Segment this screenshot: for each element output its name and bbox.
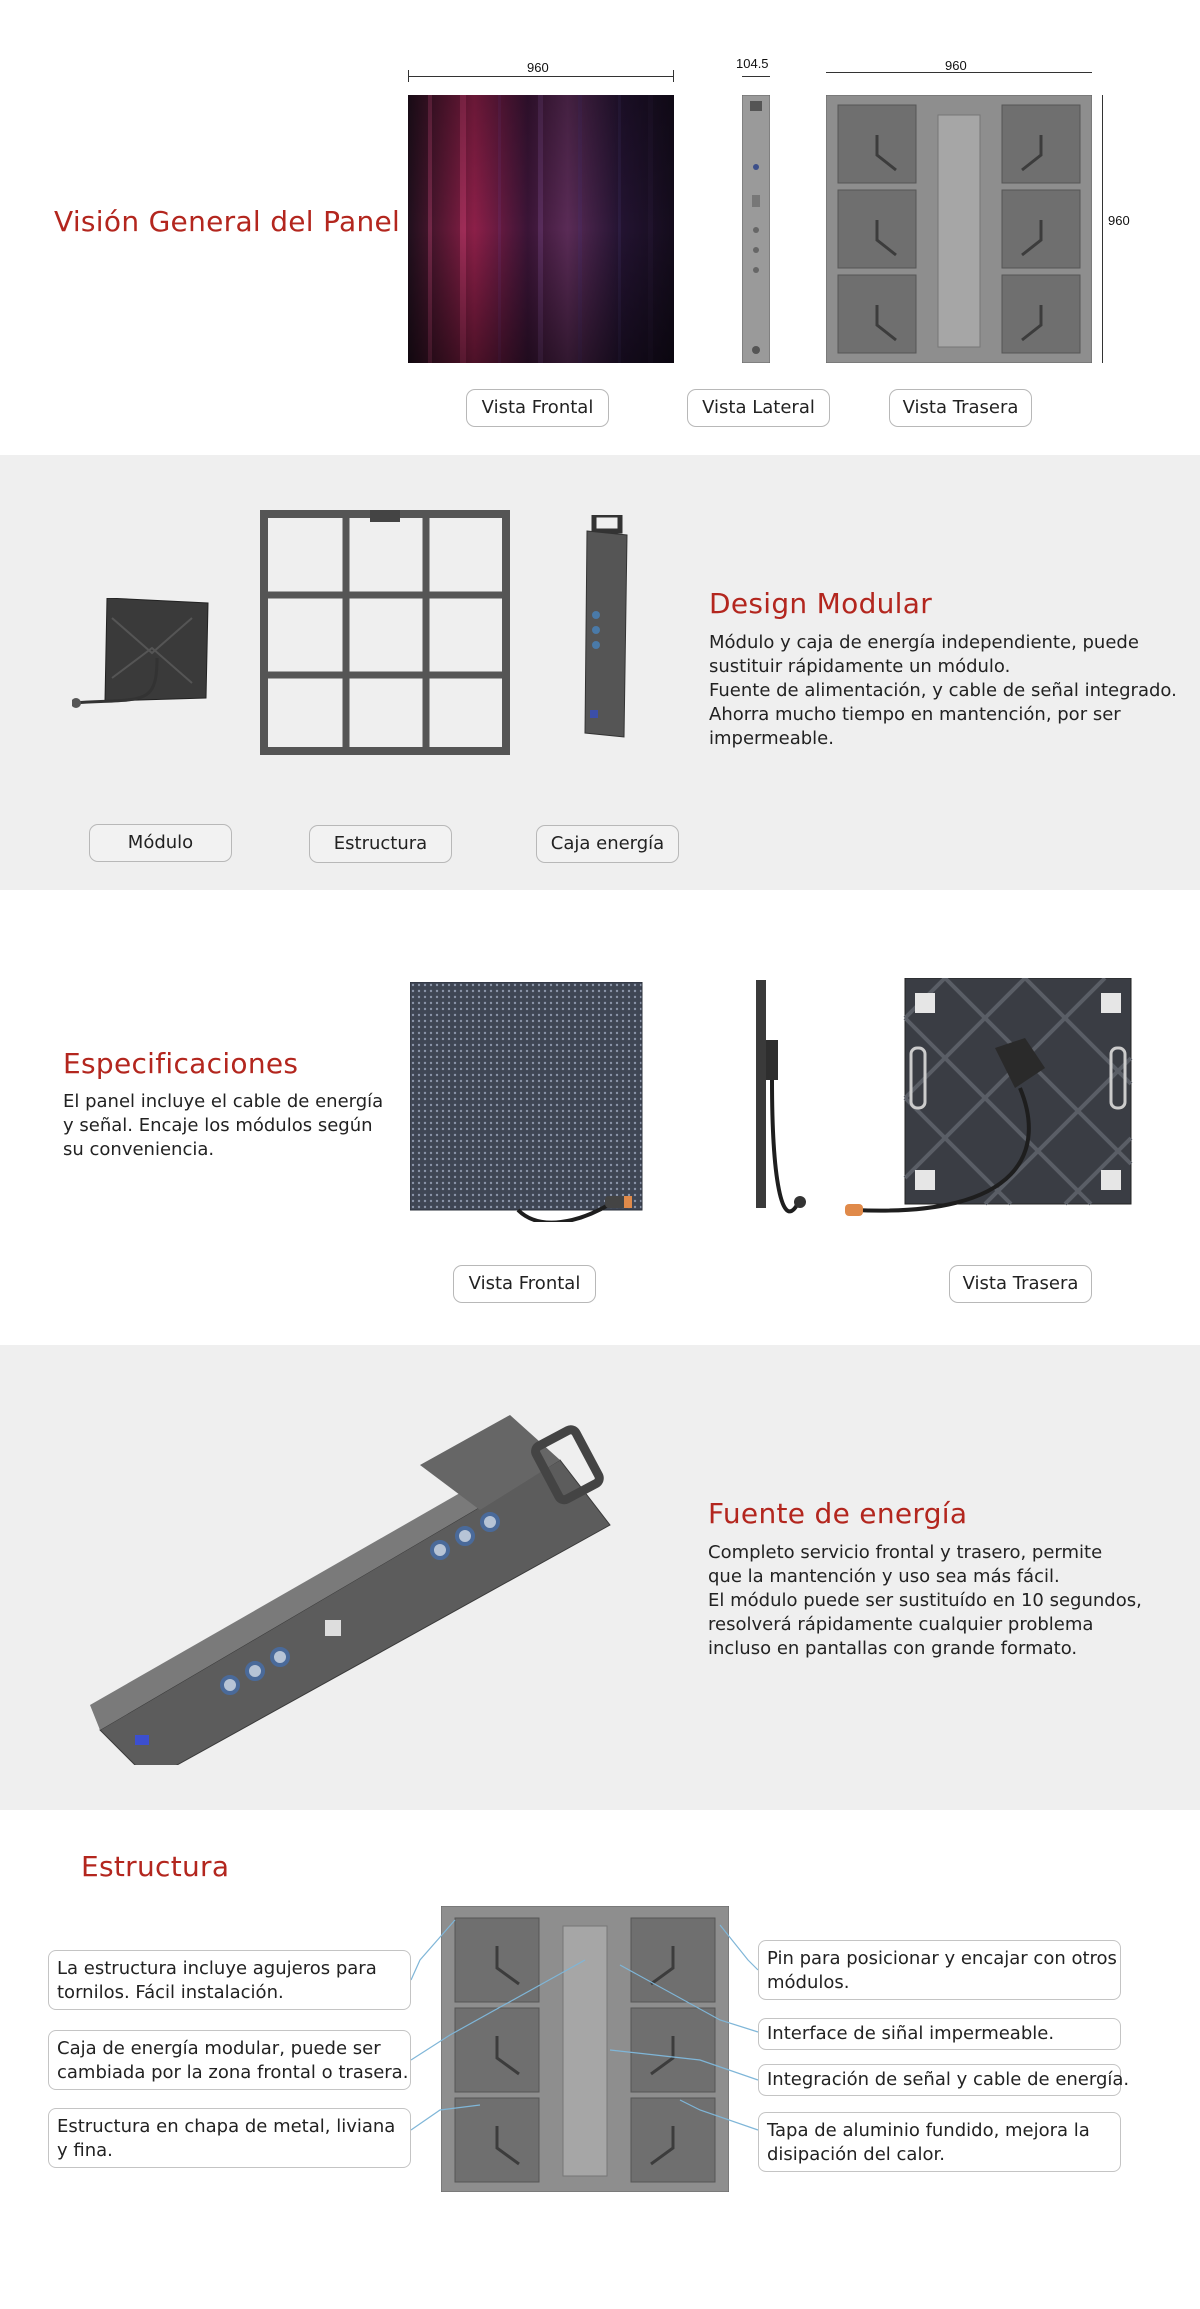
front-module-cable-image (410, 982, 730, 1222)
power-line-4: resolverá rápidamente cualquier problema (708, 1614, 1094, 1635)
structure-section (0, 1810, 1200, 2309)
power-line-2: que la mantención y uso sea más fácil. (708, 1566, 1060, 1587)
power-line-3: El módulo puede ser sustituído en 10 segundos, (708, 1590, 1142, 1611)
frame-label: Estructura (309, 825, 452, 863)
callout-screw-holes-line-2: tornilos. Fácil instalación. (57, 1982, 284, 2003)
callout-signal-power-cable-line-1: Integración de señal y cable de energía. (767, 2069, 1130, 2090)
power-title: Fuente de energía (708, 1497, 968, 1530)
callout-screw-holes (48, 1950, 411, 2010)
power-box-image (582, 515, 632, 740)
module-label: Módulo (89, 824, 232, 862)
frame-structure-image (260, 510, 510, 755)
power-supply-image (90, 1405, 630, 1765)
callout-screw-holes-line-1: La estructura incluye agujeros para (57, 1958, 377, 1979)
overview-title: Visión General del Panel (54, 205, 401, 238)
back-width-label: 960 (945, 58, 967, 73)
specs-description (63, 1090, 383, 1162)
back-height-line (1102, 95, 1103, 363)
side-view-image (742, 95, 770, 363)
callout-sheet-metal-line-2: y fina. (57, 2140, 113, 2161)
callout-signal-interface-line-1: Interface de siñal impermeable. (767, 2023, 1055, 2044)
callout-sheet-metal-line-1: Estructura en chapa de metal, liviana (57, 2116, 396, 2137)
callout-signal-power-cable (758, 2064, 1130, 2096)
callout-positioning-pin-line-2: módulos. (767, 1972, 850, 1993)
front-view-image (408, 95, 674, 363)
callout-aluminum-cover-line-2: disipación del calor. (767, 2144, 945, 2165)
power-box-label: Caja energía (536, 825, 679, 863)
modular-line-4: Ahorra mucho tiempo en mantención, por ser (709, 704, 1121, 725)
power-section (0, 1345, 1200, 1810)
front-dimension-tick-left (408, 70, 409, 82)
side-depth-label: 104.5 (736, 56, 769, 71)
front-view-label: Vista Frontal (466, 389, 609, 427)
specs-line-3: su conveniencia. (63, 1139, 215, 1160)
back-view-image (826, 95, 1092, 363)
back-view-label: Vista Trasera (889, 389, 1032, 427)
modular-line-2: sustituir rápidamente un módulo. (709, 656, 1011, 677)
front-dimension-tick-right (673, 70, 674, 82)
power-line-1: Completo servicio frontal y trasero, permite (708, 1542, 1103, 1563)
front-width-label: 960 (527, 60, 549, 75)
overview-section (0, 0, 1200, 455)
led-module-back-image (835, 978, 1135, 1228)
specs-title: Especificaciones (63, 1047, 299, 1080)
callout-positioning-pin (758, 1940, 1121, 2000)
callout-positioning-pin-line-1: Pin para posicionar y encajar con otros (767, 1948, 1117, 1969)
specs-line-1: El panel incluye el cable de energía (63, 1091, 384, 1112)
specs-front-label: Vista Frontal (453, 1265, 596, 1303)
specs-line-2: y señal. Encaje los módulos según (63, 1115, 373, 1136)
structure-title: Estructura (81, 1850, 230, 1883)
back-height-label: 960 (1108, 213, 1130, 228)
power-line-5: incluso en pantallas con grande formato. (708, 1638, 1078, 1659)
specs-back-label: Vista Trasera (949, 1265, 1092, 1303)
callout-sheet-metal (48, 2108, 411, 2168)
callout-signal-interface (758, 2018, 1121, 2050)
front-dimension-line (408, 76, 674, 77)
modular-description (709, 631, 1177, 751)
specs-section (0, 890, 1200, 1345)
side-view-label: Vista Lateral (687, 389, 830, 427)
side-dimension-line (742, 76, 770, 77)
modular-section (0, 455, 1200, 890)
modular-title: Design Modular (709, 587, 933, 620)
callout-aluminum-cover-line-1: Tapa de aluminio fundido, mejora la (767, 2120, 1090, 2141)
modular-line-1: Módulo y caja de energía independiente, puede (709, 632, 1139, 653)
callout-power-box-line-2: cambiada por la zona frontal o trasera. (57, 2062, 409, 2083)
callout-power-box (48, 2030, 411, 2090)
callout-power-box-line-1: Caja de energía modular, puede ser (57, 2038, 381, 2059)
modular-line-5: impermeable. (709, 728, 834, 749)
module-image (72, 598, 212, 733)
modular-line-3: Fuente de alimentación, y cable de señal integrado. (709, 680, 1177, 701)
callout-aluminum-cover (758, 2112, 1121, 2172)
led-module-side-image (752, 980, 812, 1230)
power-description (708, 1541, 1142, 1661)
structure-back-image (441, 1906, 729, 2192)
